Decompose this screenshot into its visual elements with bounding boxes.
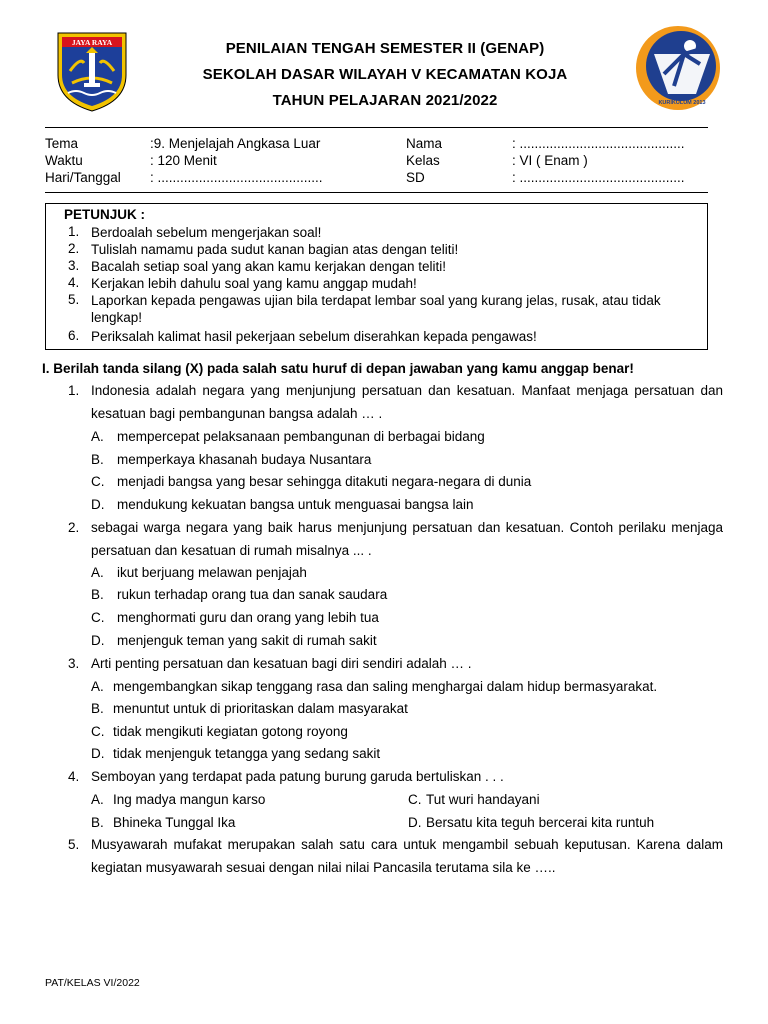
question-number: 4. bbox=[68, 769, 80, 784]
option-letter: C. bbox=[91, 474, 105, 489]
option-text: Ing madya mangun karso bbox=[113, 792, 266, 807]
kelas-label: Kelas bbox=[406, 153, 440, 168]
title-line-1: PENILAIAN TENGAH SEMESTER II (GENAP) bbox=[225, 40, 545, 57]
question-number: 1. bbox=[68, 383, 80, 398]
instruction-text: Laporkan kepada pengawas ujian bila terdapat lembar soal yang kurang jelas, rusak, atau tidak lengkap! bbox=[91, 293, 661, 325]
hari-value: : ............................................ bbox=[150, 170, 323, 185]
instruction-number: 5. bbox=[68, 292, 80, 307]
instruction-number: 1. bbox=[68, 224, 80, 239]
option-text: Bersatu kita teguh bercerai kita runtuh bbox=[426, 815, 655, 830]
title-line-3: TAHUN PELAJARAN 2021/2022 bbox=[272, 92, 498, 109]
option-text: tidak mengikuti kegiatan gotong royong bbox=[113, 724, 348, 739]
option-text: mengembangkan sikap tenggang rasa dan saling menghargai dalam hidup bermasyarakat. bbox=[113, 679, 658, 694]
option-letter: D. bbox=[91, 746, 105, 761]
option-letter: B. bbox=[91, 815, 104, 830]
instruction-text: Kerjakan lebih dahulu soal yang kamu anggap mudah! bbox=[91, 276, 417, 291]
instruction-text: Bacalah setiap soal yang akan kamu kerjakan dengan teliti! bbox=[91, 259, 446, 274]
nama-label: Nama bbox=[406, 136, 443, 151]
question-text: Semboyan yang terdapat pada patung burung garuda bertuliskan . . . bbox=[91, 769, 504, 784]
option-text: menjenguk teman yang sakit di rumah sakit bbox=[117, 633, 377, 648]
option-letter: D. bbox=[91, 633, 105, 648]
title-line-2: SEKOLAH DASAR WILAYAH V KECAMATAN KOJA bbox=[202, 66, 568, 83]
kelas-value: : VI ( Enam ) bbox=[512, 153, 588, 168]
tema-label: Tema bbox=[45, 136, 79, 151]
option-letter: B. bbox=[91, 452, 104, 467]
logo-caption-text: KURIKULUM 2013 bbox=[658, 100, 706, 106]
option-letter: B. bbox=[91, 587, 104, 602]
instruction-number: 3. bbox=[68, 258, 80, 273]
option-text: Bhineka Tunggal Ika bbox=[113, 815, 236, 830]
option-letter: D. bbox=[91, 497, 105, 512]
instruction-text: Periksalah kalimat hasil pekerjaan sebelum diserahkan kepada pengawas! bbox=[91, 329, 537, 344]
instruction-number: 4. bbox=[68, 275, 80, 290]
question-text: Indonesia adalah negara yang menjunjung persatuan dan kesatuan. Manfaat menjaga persatuan dan kesatuan bagi pembangunan bangsa adalah … . bbox=[91, 383, 723, 421]
option-text: menuntut untuk di prioritaskan dalam masyarakat bbox=[113, 701, 408, 716]
kurikulum-2013-logo bbox=[634, 24, 722, 112]
tema-value: :9. Menjelajah Angkasa Luar bbox=[150, 136, 321, 151]
option-letter: A. bbox=[91, 565, 104, 580]
petunjuk-title: PETUNJUK : bbox=[64, 207, 146, 222]
waktu-value: : 120 Menit bbox=[150, 153, 217, 168]
sd-label: SD bbox=[406, 170, 425, 185]
option-text: memperkaya khasanah budaya Nusantara bbox=[117, 452, 372, 467]
option-text: ikut berjuang melawan penjajah bbox=[117, 565, 307, 580]
option-letter: D. bbox=[408, 815, 422, 830]
question-text: Arti penting persatuan dan kesatuan bagi diri sendiri adalah … . bbox=[91, 656, 472, 671]
option-text: mempercepat pelaksanaan pembangunan di berbagai bidang bbox=[117, 429, 485, 444]
option-text: mendukung kekuatan bangsa untuk menguasai bangsa lain bbox=[117, 497, 474, 512]
question-number: 5. bbox=[68, 837, 80, 852]
question-text: Musyawarah mufakat merupakan salah satu cara untuk mengambil sebuah keputusan. Karena dalam kegiatan musyawarah sesuai dengan nilai nilai Pancasila terutama sila ke ….. bbox=[91, 837, 723, 875]
option-letter: C. bbox=[408, 792, 422, 807]
instruction-text: Berdoalah sebelum mengerjakan soal! bbox=[91, 225, 322, 240]
jaya-raya-logo bbox=[50, 27, 134, 113]
section-1-heading: I. Berilah tanda silang (X) pada salah satu huruf di depan jawaban yang kamu anggap benar! bbox=[42, 361, 634, 376]
logo-banner-text: JAYA RAYA bbox=[71, 38, 113, 47]
option-letter: A. bbox=[91, 792, 104, 807]
nama-value: : ............................................ bbox=[512, 136, 685, 151]
header-divider bbox=[45, 127, 708, 128]
question-number: 3. bbox=[68, 656, 80, 671]
info-divider bbox=[45, 192, 708, 193]
option-text: menghormati guru dan orang yang lebih tua bbox=[117, 610, 379, 625]
option-text: rukun terhadap orang tua dan sanak saudara bbox=[117, 587, 388, 602]
instruction-text: Tulislah namamu pada sudut kanan bagian atas dengan teliti! bbox=[91, 242, 459, 257]
instruction-number: 6. bbox=[68, 328, 80, 343]
option-text: menjadi bangsa yang besar sehingga ditakuti negara-negara di dunia bbox=[117, 474, 532, 489]
option-letter: C. bbox=[91, 610, 105, 625]
instruction-number: 2. bbox=[68, 241, 80, 256]
page-footer: PAT/KELAS VI/2022 bbox=[45, 977, 140, 989]
option-text: tidak menjenguk tetangga yang sedang sakit bbox=[113, 746, 381, 761]
option-letter: A. bbox=[91, 429, 104, 444]
question-number: 2. bbox=[68, 520, 80, 535]
waktu-label: Waktu bbox=[45, 153, 83, 168]
hari-label: Hari/Tanggal bbox=[45, 170, 121, 185]
sd-value: : ............................................ bbox=[512, 170, 685, 185]
question-text: sebagai warga negara yang baik harus menjunjung persatuan dan kesatuan. Contoh perilaku menjaga persatuan dan kesatuan di rumah misalnya ... . bbox=[91, 520, 723, 558]
option-letter: A. bbox=[91, 679, 104, 694]
option-letter: C. bbox=[91, 724, 105, 739]
option-text: Tut wuri handayani bbox=[426, 792, 540, 807]
option-letter: B. bbox=[91, 701, 104, 716]
